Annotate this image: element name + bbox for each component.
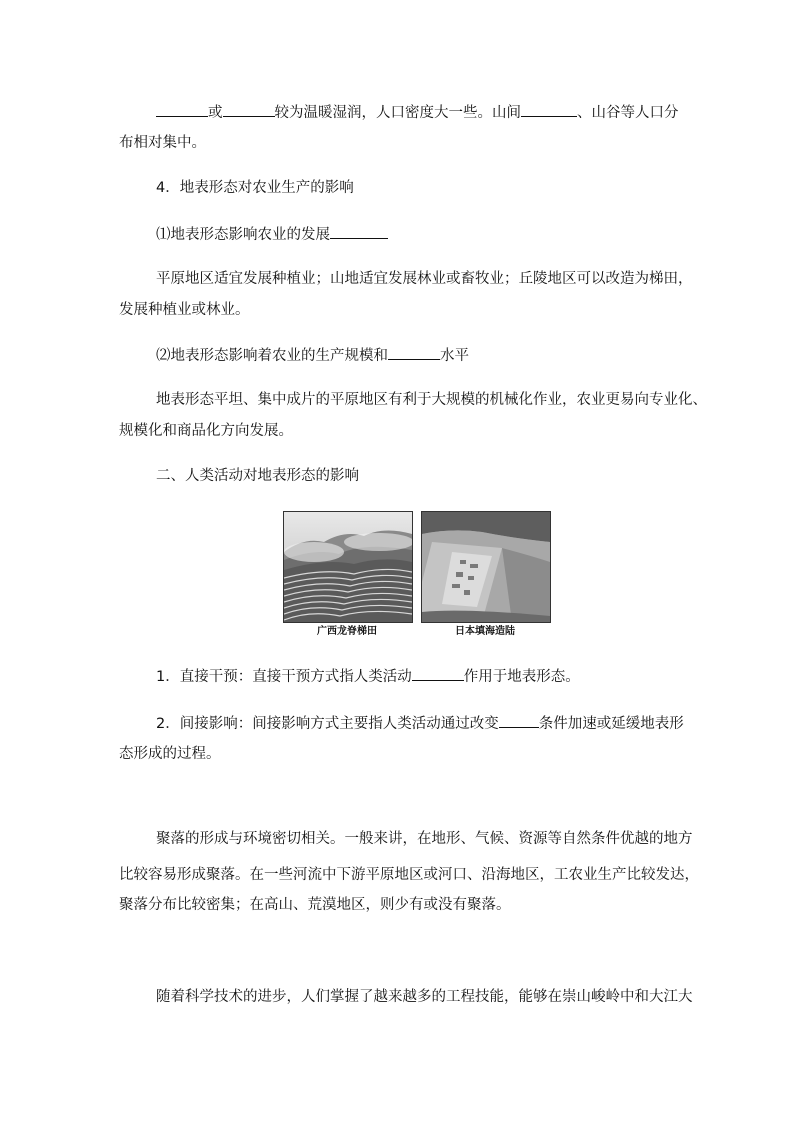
fill-blank[interactable] (412, 666, 464, 681)
reading-paragraph-line: 比较容易形成聚落。在一些河流中下游平原地区或河口、沿海地区，工农业生产比较发达， (119, 867, 699, 883)
reading-paragraph-line: 聚落分布比较密集；在高山、荒漠地区，则少有或没有聚落。 (119, 897, 511, 913)
list-item-continuation: 态形成的过程。 (119, 746, 221, 762)
figure (283, 511, 551, 641)
section-heading: 二、人类活动对地表形态的影响 (156, 468, 359, 484)
fill-blank[interactable] (330, 224, 388, 239)
reading-paragraph-line: 聚落的形成与环境密切相关。一般来讲，在地形、气候、资源等自然条件优越的地方 (156, 831, 693, 847)
fill-blank[interactable] (156, 102, 208, 117)
fill-blank[interactable] (388, 345, 440, 360)
paragraph-line: 平原地区适宜发展种植业；山地适宜发展林业或畜牧业；丘陵地区可以改造为梯田， (156, 271, 693, 287)
fill-blank[interactable] (521, 102, 577, 117)
fill-blank[interactable] (499, 713, 539, 728)
paragraph-line: 地表形态平坦、集中成片的平原地区有利于大规模的机械化作业，农业更易向专业化、 (156, 392, 707, 408)
figure-caption-left: 广西龙脊梯田 (317, 626, 377, 637)
fill-blank[interactable] (223, 102, 275, 117)
paragraph-line: 规模化和商品化方向发展。 (119, 423, 293, 439)
subheading: ⑴地表形态影响农业的发展 (156, 224, 676, 245)
figure-caption-right: 日本填海造陆 (455, 626, 515, 637)
terraced-fields-photo (283, 511, 413, 623)
subheading: ⑵地表形态影响着农业的生产规模和 水平 (156, 345, 676, 366)
section-heading: 4．地表形态对农业生产的影响 (156, 180, 354, 196)
list-item: 1．直接干预：直接干预方式指人类活动 作用于地表形态。 (156, 666, 676, 687)
text-line: 布相对集中。 (119, 135, 206, 151)
text-line: 或 较为温暖湿润，人口密度大一些。山间 、山谷等人口分 (156, 102, 676, 123)
reclaimed-land-photo (421, 511, 551, 623)
reading-paragraph-line: 随着科学技术的进步，人们掌握了越来越多的工程技能，能够在崇山峻岭中和大江大 (156, 989, 693, 1005)
list-item: 2．间接影响：间接影响方式主要指人类活动通过改变 条件加速或延缓地表形 (156, 713, 676, 734)
paragraph-line: 发展种植业或林业。 (119, 302, 250, 318)
